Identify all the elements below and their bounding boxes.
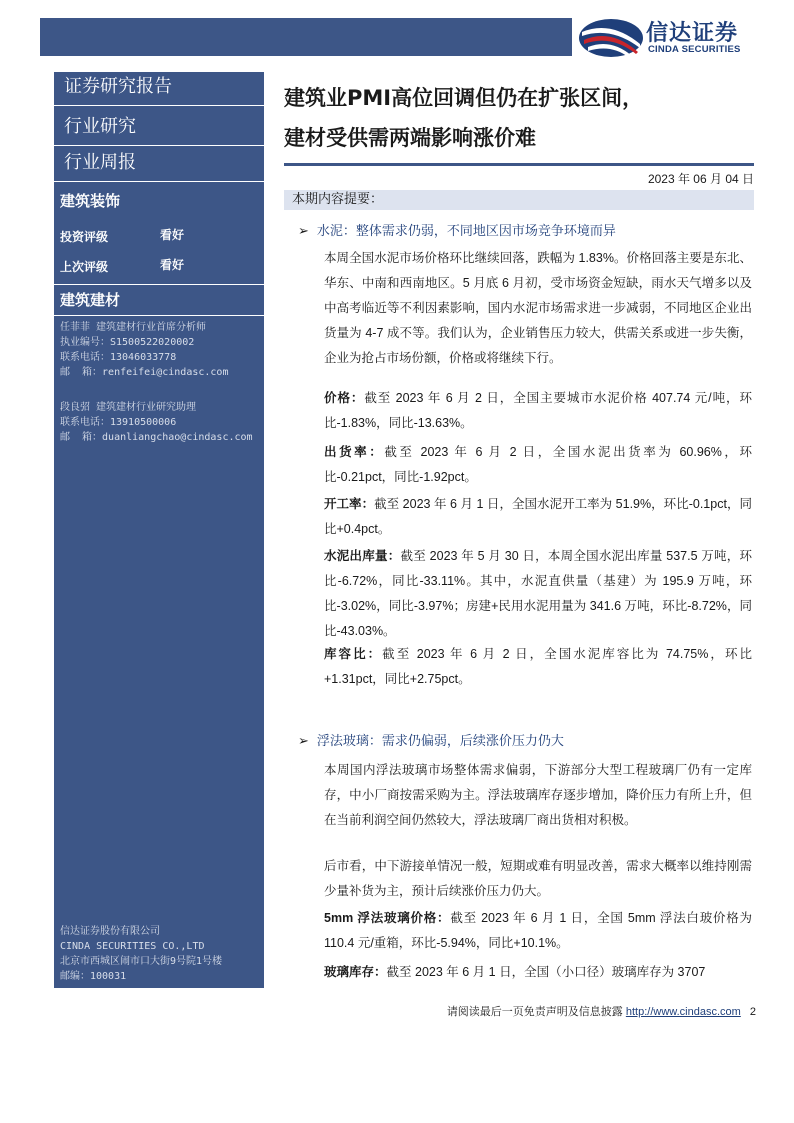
- arrow-bullet-icon: ➢: [298, 224, 309, 239]
- glass-heading-text: 浮法玻璃：需求仍偏弱，后续涨价压力仍大: [316, 734, 564, 749]
- operation-label: 开工率：: [324, 497, 375, 511]
- footer-disclaimer: 请阅读最后一页免责声明及信息披露: [446, 1006, 623, 1018]
- analyst1-line: 任菲菲 建筑建材行业首席分析师: [60, 322, 207, 333]
- glass-inventory-label: 玻璃库存：: [324, 965, 387, 979]
- company-line: 北京市西城区闹市口大街9号院1号楼: [60, 956, 223, 967]
- glass-outlook: 后市看，中下游接单情况一般，短期或难有明显改善，需求大概率以维持刚需少量补货为主，预计后续涨价压力仍大。: [324, 859, 752, 898]
- prev-rating-label: 上次评级: [60, 260, 109, 274]
- report-type: 证券研究报告: [54, 72, 264, 106]
- company-line: 信达证券股份有限公司: [60, 926, 160, 937]
- glass-section-heading: [298, 730, 564, 749]
- shipment-paragraph: [324, 440, 752, 490]
- page-number: 2: [749, 1006, 756, 1018]
- analyst2-block: [54, 400, 264, 445]
- shipment-text: 截至 2023 年 6 月 2 日，全国水泥出货率为 60.96%，环比-0.21pct，同比-1.92pct。: [324, 445, 752, 484]
- company-line: 邮编：100031: [60, 971, 127, 982]
- report-title: [284, 78, 764, 158]
- rating-row: [60, 226, 260, 245]
- title-divider: [284, 163, 754, 166]
- logo-swoosh-icon: [576, 14, 646, 60]
- inventory-paragraph: [324, 642, 752, 692]
- page-footer: [396, 1003, 756, 1019]
- cement-intro: 本周全国水泥市场价格环比继续回落，跌幅为 1.83%。价格回落主要是东北、华东、中南和西南地区。5 月底 6 月初，受市场资金短缺，雨水天气增多以及中高考临近等不利因素影响，国内水泥市场需求进一步减弱，不同地区企业出货量为 4-7 成不等。我们认为，企业销售压力较大，供需关系或进一步失衡，企业为抢占市场份额，价格或将继续下行。: [324, 251, 752, 365]
- operation-text: 截至 2023 年 6 月 1 日，全国水泥开工率为 51.9%，环比-0.1pct，同比+0.4pct。: [324, 497, 752, 536]
- report-date: 2023 年 06 月 04 日: [647, 172, 754, 186]
- sidebar: [54, 72, 264, 988]
- logo-chinese: 信达证券: [646, 21, 739, 46]
- glass-inventory-paragraph: [324, 960, 752, 985]
- prev-rating-value: 看好: [160, 258, 185, 272]
- category: 行业研究: [54, 108, 264, 146]
- analyst1-line: 联系电话：13046033778: [60, 352, 177, 363]
- price-paragraph: [324, 386, 752, 436]
- cinda-logo: [576, 14, 776, 60]
- footer-url-link[interactable]: http://www.cindasc.com: [625, 1006, 741, 1018]
- title-line: 建材受供需两端影响涨价难: [284, 126, 536, 150]
- analyst2-line: 段良弨 建筑建材行业研究助理: [60, 402, 197, 413]
- analyst2-email[interactable]: 邮 箱：duanliangchao@cindasc.com: [60, 432, 253, 443]
- output-label: 水泥出库量：: [324, 549, 401, 563]
- glass-price-text: 截至 2023 年 6 月 1 日，全国 5mm 浮法白玻价格为 110.4 元/重箱，环比-5.94%，同比+10.1%。: [324, 911, 752, 950]
- shipment-label: 出货率：: [324, 445, 385, 459]
- company-line: CINDA SECURITIES CO.,LTD: [60, 941, 205, 952]
- logo-english: CINDA SECURITIES: [648, 44, 741, 55]
- rating-value: 看好: [160, 228, 185, 242]
- operation-paragraph: [324, 492, 752, 542]
- summary-heading: 本期内容提要：: [284, 190, 754, 210]
- cement-section-heading: [298, 220, 616, 239]
- output-paragraph: [324, 544, 752, 644]
- company-block: [54, 924, 264, 984]
- price-text: 截至 2023 年 6 月 2 日，全国主要城市水泥价格 407.74 元/吨，环比-1.83%，同比-13.63%。: [324, 391, 752, 430]
- inventory-label: 库容比：: [324, 647, 383, 661]
- price-label: 价格：: [324, 391, 365, 405]
- glass-price-label: 5mm 浮法玻璃价格：: [324, 911, 451, 925]
- output-text: 截至 2023 年 5 月 30 日，本周全国水泥出库量 537.5 万吨，环比-6.72%，同比-33.11%。其中，水泥直供量（基建）为 195.9 万吨，环比-3.02%，同比-3.97%；房建+民用水泥用量为 341.6 万吨，环比-8.72%，同比-43.03%。: [324, 549, 752, 638]
- industry: 建筑装饰: [60, 192, 121, 210]
- glass-inventory-text: 截至 2023 年 6 月 1 日，全国（小口径）玻璃库存为 3707: [386, 965, 706, 979]
- sector: 建筑建材: [54, 284, 264, 316]
- analyst1-block: [54, 320, 264, 380]
- subcategory: 行业周报: [54, 148, 264, 182]
- glass-intro: 本周国内浮法玻璃市场整体需求偏弱，下游部分大型工程玻璃厂仍有一定库存，中小厂商按需采购为主。浮法玻璃库存逐步增加，降价压力有所上升，但在当前利润空间仍然较大，浮法玻璃厂商出货相对积极。: [324, 763, 752, 827]
- analyst2-line: 联系电话：13910500006: [60, 417, 177, 428]
- analyst1-line: 执业编号：S1500522020002: [60, 337, 195, 348]
- prev-rating-row: [60, 256, 260, 275]
- arrow-bullet-icon: ➢: [298, 734, 309, 749]
- cement-heading-text: 水泥：整体需求仍弱，不同地区因市场竞争环境而异: [316, 224, 616, 239]
- glass-price-paragraph: [324, 906, 752, 956]
- rating-label: 投资评级: [60, 230, 109, 244]
- header-bar: [40, 18, 572, 56]
- title-line: 建筑业PMI高位回调但仍在扩张区间，: [284, 86, 644, 110]
- inventory-text: 截至 2023 年 6 月 2 日，全国水泥库容比为 74.75%，环比+1.31pct，同比+2.75pct。: [324, 647, 752, 686]
- analyst1-email[interactable]: 邮 箱：renfeifei@cindasc.com: [60, 367, 229, 378]
